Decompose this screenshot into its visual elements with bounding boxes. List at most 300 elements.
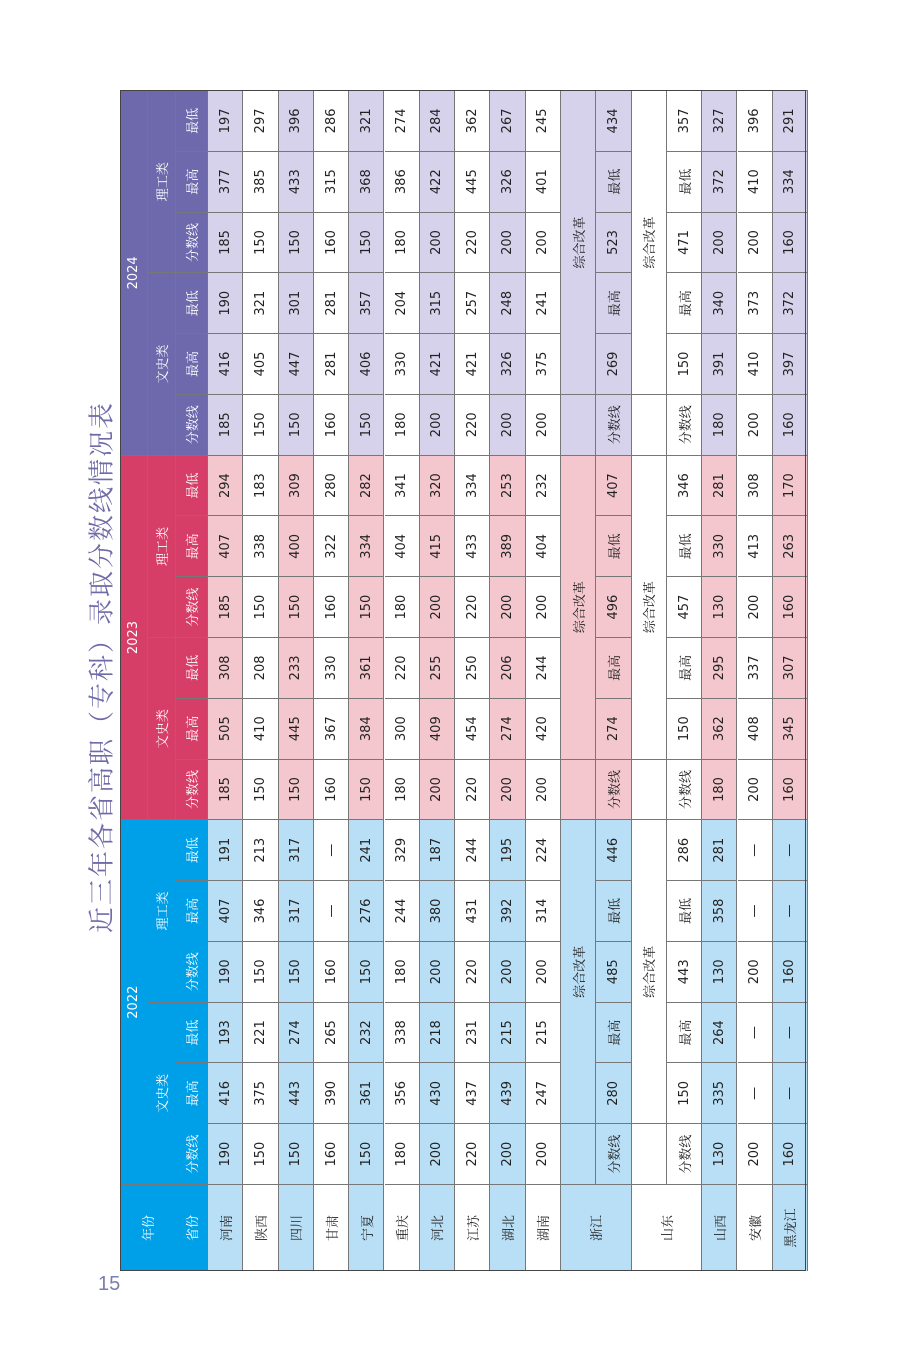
score-cell: 150 [667, 333, 702, 394]
score-cell: — [773, 1002, 808, 1063]
score-cell: 220 [455, 576, 490, 637]
score-cell: 160 [773, 941, 808, 1002]
province-cell: 湖南 [526, 1184, 561, 1271]
score-cell: 250 [455, 637, 490, 698]
score-cell: 358 [702, 880, 737, 941]
score-cell: 最高 [596, 637, 631, 698]
col-header: 最高 [176, 515, 208, 576]
score-cell: 346 [667, 455, 702, 516]
score-cell: 410 [243, 698, 278, 759]
province-cell: 浙江 [561, 1184, 632, 1271]
reform-label: 综合改革 [632, 90, 667, 394]
score-cell: 321 [349, 90, 384, 151]
year-2022: 2022 [120, 819, 148, 1184]
score-cell: 200 [490, 576, 525, 637]
score-cell: 415 [420, 515, 455, 576]
score-cell: 150 [349, 941, 384, 1002]
score-cell: 180 [385, 576, 420, 637]
score-cell: 443 [667, 941, 702, 1002]
province-cell: 陕西 [243, 1184, 278, 1271]
score-cell: 150 [349, 394, 384, 455]
score-cell: 180 [385, 759, 420, 820]
province-cell: 宁夏 [349, 1184, 384, 1271]
score-cell: 301 [279, 272, 314, 333]
score-cell: 265 [314, 1002, 349, 1063]
score-cell: 213 [243, 819, 278, 880]
score-cell: 314 [526, 880, 561, 941]
wen-header: 文史类 [148, 1002, 176, 1184]
score-cell: 373 [738, 272, 773, 333]
score-cell: 297 [243, 90, 278, 151]
score-cell: 150 [349, 759, 384, 820]
score-cell: 200 [738, 212, 773, 273]
score-cell: 185 [208, 576, 243, 637]
score-cell: 385 [243, 151, 278, 212]
score-cell: 357 [349, 272, 384, 333]
score-cell: 422 [420, 151, 455, 212]
score-cell: 最高 [596, 272, 631, 333]
score-cell: 357 [667, 90, 702, 151]
score-cell: 281 [702, 819, 737, 880]
score-cell: 221 [243, 1002, 278, 1063]
score-cell: 160 [314, 212, 349, 273]
score-cell: 368 [349, 151, 384, 212]
col-header: 分数线 [176, 576, 208, 637]
col-header: 最低 [176, 819, 208, 880]
score-cell: 分数线 [667, 759, 702, 820]
score-cell: 433 [279, 151, 314, 212]
blank-cell [632, 759, 667, 820]
col-header: 最高 [176, 698, 208, 759]
score-cell: 377 [208, 151, 243, 212]
score-cell: 200 [526, 759, 561, 820]
score-cell: 241 [349, 819, 384, 880]
year-2023: 2023 [120, 455, 148, 820]
score-cell: 392 [490, 880, 525, 941]
score-cell: 191 [208, 819, 243, 880]
score-cell: 346 [243, 880, 278, 941]
score-cell: 375 [243, 1062, 278, 1123]
score-cell: 384 [349, 698, 384, 759]
score-cell: 326 [490, 151, 525, 212]
score-cell: 276 [349, 880, 384, 941]
score-cell: 241 [526, 272, 561, 333]
score-cell: 最高 [667, 1002, 702, 1063]
score-cell: 300 [385, 698, 420, 759]
score-cell: 284 [420, 90, 455, 151]
score-cell: 180 [385, 394, 420, 455]
score-cell: 分数线 [667, 1123, 702, 1184]
score-cell: 375 [526, 333, 561, 394]
score-cell: 341 [385, 455, 420, 516]
score-cell: 356 [385, 1062, 420, 1123]
score-cell: 150 [349, 212, 384, 273]
score-cell: 180 [702, 394, 737, 455]
score-cell: 215 [526, 1002, 561, 1063]
score-cell: 150 [243, 1123, 278, 1184]
score-cell: 257 [455, 272, 490, 333]
score-cell: 206 [490, 637, 525, 698]
score-cell: 231 [455, 1002, 490, 1063]
score-cell: 200 [738, 759, 773, 820]
score-cell: 317 [279, 819, 314, 880]
score-cell: 282 [349, 455, 384, 516]
score-cell: 421 [420, 333, 455, 394]
score-table-rotated [120, 90, 806, 1271]
province-cell: 重庆 [385, 1184, 420, 1271]
score-cell: 200 [738, 394, 773, 455]
score-cell: 130 [702, 576, 737, 637]
score-cell: 244 [385, 880, 420, 941]
score-cell: 150 [349, 576, 384, 637]
score-cell: 308 [738, 455, 773, 516]
score-cell: 分数线 [596, 759, 631, 820]
score-cell: — [738, 880, 773, 941]
score-cell: 281 [702, 455, 737, 516]
score-cell: 200 [526, 1123, 561, 1184]
score-cell: 200 [738, 941, 773, 1002]
score-cell: 264 [702, 1002, 737, 1063]
col-header: 分数线 [176, 212, 208, 273]
year-2024: 2024 [120, 90, 148, 455]
score-cell: 420 [526, 698, 561, 759]
score-cell: 267 [490, 90, 525, 151]
score-cell: 396 [738, 90, 773, 151]
score-cell: 404 [385, 515, 420, 576]
score-cell: 160 [773, 394, 808, 455]
title-area [74, 0, 126, 1360]
page-number: 15 [98, 1273, 121, 1295]
province-header: 省份 [176, 1184, 208, 1271]
score-cell: 340 [702, 272, 737, 333]
score-cell: 409 [420, 698, 455, 759]
score-cell: 309 [279, 455, 314, 516]
score-cell: 457 [667, 576, 702, 637]
li-header: 理工类 [148, 455, 176, 637]
score-cell: 245 [526, 90, 561, 151]
score-cell: 523 [596, 212, 631, 273]
score-cell: 337 [738, 637, 773, 698]
score-cell: 160 [773, 759, 808, 820]
score-cell: 200 [738, 576, 773, 637]
score-cell: 410 [738, 333, 773, 394]
province-cell: 江苏 [455, 1184, 490, 1271]
score-cell: 最低 [667, 151, 702, 212]
score-cell: 367 [314, 698, 349, 759]
li-header: 理工类 [148, 90, 176, 272]
score-cell: 274 [596, 698, 631, 759]
col-header: 最高 [176, 1062, 208, 1123]
score-cell: 最低 [596, 151, 631, 212]
score-cell: 315 [314, 151, 349, 212]
score-cell: 320 [420, 455, 455, 516]
score-cell: 233 [279, 637, 314, 698]
score-cell: 334 [455, 455, 490, 516]
score-cell: 390 [314, 1062, 349, 1123]
score-cell: 431 [455, 880, 490, 941]
score-cell: 445 [455, 151, 490, 212]
score-cell: 372 [773, 272, 808, 333]
score-cell: 180 [385, 1123, 420, 1184]
score-cell: 200 [420, 212, 455, 273]
score-cell: 130 [702, 941, 737, 1002]
score-cell: 160 [314, 1123, 349, 1184]
col-header: 分数线 [176, 941, 208, 1002]
score-cell: 150 [243, 394, 278, 455]
score-cell: 247 [526, 1062, 561, 1123]
score-cell: 447 [279, 333, 314, 394]
score-cell: 最高 [667, 272, 702, 333]
score-cell: 397 [773, 333, 808, 394]
score-cell: 220 [455, 212, 490, 273]
score-cell: — [773, 880, 808, 941]
score-cell: — [773, 819, 808, 880]
score-cell: 185 [208, 759, 243, 820]
score-cell: 215 [490, 1002, 525, 1063]
province-cell: 河南 [208, 1184, 243, 1271]
score-cell: 220 [455, 1123, 490, 1184]
score-cell: 220 [385, 637, 420, 698]
score-cell: 200 [420, 941, 455, 1002]
score-cell: 280 [596, 1062, 631, 1123]
blank-cell [632, 394, 667, 455]
score-cell: 208 [243, 637, 278, 698]
col-header: 最低 [176, 455, 208, 516]
score-cell: 434 [596, 90, 631, 151]
score-cell: 150 [243, 759, 278, 820]
score-cell: 255 [420, 637, 455, 698]
score-cell: 334 [773, 151, 808, 212]
score-cell: 345 [773, 698, 808, 759]
score-cell: 327 [702, 90, 737, 151]
score-cell: 439 [490, 1062, 525, 1123]
score-cell: 200 [738, 1123, 773, 1184]
score-cell: 406 [349, 333, 384, 394]
score-cell: 280 [314, 455, 349, 516]
score-cell: 410 [738, 151, 773, 212]
score-cell: 160 [314, 759, 349, 820]
score-cell: 200 [420, 1123, 455, 1184]
col-header: 最高 [176, 151, 208, 212]
wen-header: 文史类 [148, 637, 176, 819]
score-cell: 150 [667, 698, 702, 759]
score-cell: 200 [702, 212, 737, 273]
score-cell: 361 [349, 637, 384, 698]
reform-label: 综合改革 [561, 90, 596, 394]
province-cell: 安徽 [738, 1184, 773, 1271]
score-cell: 最低 [596, 880, 631, 941]
score-cell: 197 [208, 90, 243, 151]
score-cell: 405 [243, 333, 278, 394]
score-cell: 220 [455, 759, 490, 820]
score-cell: 195 [490, 819, 525, 880]
col-header: 分数线 [176, 759, 208, 820]
score-cell: 274 [490, 698, 525, 759]
score-cell: 454 [455, 698, 490, 759]
score-cell: 190 [208, 941, 243, 1002]
score-cell: 200 [526, 941, 561, 1002]
score-cell: 分数线 [596, 1123, 631, 1184]
col-header: 最高 [176, 880, 208, 941]
score-cell: 244 [455, 819, 490, 880]
score-cell: 218 [420, 1002, 455, 1063]
score-cell: 160 [773, 1123, 808, 1184]
province-cell: 四川 [279, 1184, 314, 1271]
score-cell: 437 [455, 1062, 490, 1123]
score-cell: 150 [243, 212, 278, 273]
score-cell: — [773, 1062, 808, 1123]
province-cell: 黑龙江 [773, 1184, 808, 1271]
score-cell: 274 [279, 1002, 314, 1063]
reform-label: 综合改革 [561, 819, 596, 1123]
score-cell: 263 [773, 515, 808, 576]
score-cell: 407 [208, 880, 243, 941]
score-cell: 326 [490, 333, 525, 394]
score-cell: 407 [208, 515, 243, 576]
score-cell: 372 [702, 151, 737, 212]
blank-cell [561, 394, 596, 455]
score-cell: 505 [208, 698, 243, 759]
score-cell: 286 [667, 819, 702, 880]
score-cell: — [738, 819, 773, 880]
score-cell: 200 [526, 212, 561, 273]
score-cell: 321 [243, 272, 278, 333]
score-cell: 183 [243, 455, 278, 516]
score-cell: 200 [490, 212, 525, 273]
score-cell: 401 [526, 151, 561, 212]
score-cell: 185 [208, 212, 243, 273]
score-cell: 471 [667, 212, 702, 273]
score-cell: 130 [702, 1123, 737, 1184]
score-cell: 338 [385, 1002, 420, 1063]
col-header: 最低 [176, 1002, 208, 1063]
score-cell: 433 [455, 515, 490, 576]
score-cell: 150 [279, 212, 314, 273]
score-cell: — [314, 819, 349, 880]
score-cell: 322 [314, 515, 349, 576]
score-cell: 200 [420, 394, 455, 455]
score-cell: 224 [526, 819, 561, 880]
score-cell: 200 [420, 576, 455, 637]
score-cell: 160 [314, 576, 349, 637]
blank-cell [561, 759, 596, 820]
score-cell: 317 [279, 880, 314, 941]
score-cell: 180 [385, 941, 420, 1002]
li-header: 理工类 [148, 819, 176, 1001]
score-cell: 416 [208, 1062, 243, 1123]
col-header: 最低 [176, 637, 208, 698]
score-cell: 389 [490, 515, 525, 576]
score-cell: 150 [243, 941, 278, 1002]
province-cell: 甘肃 [314, 1184, 349, 1271]
score-cell: 232 [526, 455, 561, 516]
score-cell: 最低 [667, 880, 702, 941]
score-cell: 291 [773, 90, 808, 151]
score-cell: 430 [420, 1062, 455, 1123]
score-cell: 160 [314, 394, 349, 455]
score-cell: 150 [279, 941, 314, 1002]
score-cell: 232 [349, 1002, 384, 1063]
score-cell: 407 [596, 455, 631, 516]
score-cell: 244 [526, 637, 561, 698]
score-cell: 391 [702, 333, 737, 394]
col-header: 分数线 [176, 394, 208, 455]
score-cell: 404 [526, 515, 561, 576]
score-cell: 281 [314, 272, 349, 333]
score-cell: 185 [208, 394, 243, 455]
score-cell: 200 [526, 394, 561, 455]
year-header: 年份 [120, 1184, 176, 1271]
score-cell: 330 [385, 333, 420, 394]
score-cell: 361 [349, 1062, 384, 1123]
score-cell: 160 [773, 576, 808, 637]
score-cell: 338 [243, 515, 278, 576]
score-cell: 200 [420, 759, 455, 820]
score-cell: 400 [279, 515, 314, 576]
score-cell: 150 [279, 394, 314, 455]
score-cell: 193 [208, 1002, 243, 1063]
blank-cell [561, 1123, 596, 1184]
score-cell: 200 [490, 394, 525, 455]
score-cell: 分数线 [596, 394, 631, 455]
score-cell: 330 [702, 515, 737, 576]
score-cell: 最低 [667, 515, 702, 576]
reform-label: 综合改革 [561, 455, 596, 759]
score-cell: 396 [279, 90, 314, 151]
province-cell: 山东 [632, 1184, 703, 1271]
score-cell: 180 [702, 759, 737, 820]
score-cell: 150 [279, 576, 314, 637]
score-cell: 286 [314, 90, 349, 151]
score-cell: 分数线 [667, 394, 702, 455]
score-cell: 170 [773, 455, 808, 516]
score-cell: 160 [314, 941, 349, 1002]
col-header: 最高 [176, 333, 208, 394]
score-cell: — [738, 1002, 773, 1063]
score-cell: 445 [279, 698, 314, 759]
score-cell: 150 [279, 1123, 314, 1184]
score-table [120, 90, 806, 1271]
score-cell: 386 [385, 151, 420, 212]
score-cell: 204 [385, 272, 420, 333]
col-header: 最低 [176, 272, 208, 333]
score-cell: 307 [773, 637, 808, 698]
score-cell: 308 [208, 637, 243, 698]
score-cell: 200 [526, 576, 561, 637]
score-cell: 421 [455, 333, 490, 394]
score-cell: 200 [490, 941, 525, 1002]
score-cell: 330 [314, 637, 349, 698]
score-cell: 187 [420, 819, 455, 880]
score-cell: 408 [738, 698, 773, 759]
score-cell: — [738, 1062, 773, 1123]
score-cell: 最高 [596, 1002, 631, 1063]
score-cell: 269 [596, 333, 631, 394]
score-cell: 最低 [596, 515, 631, 576]
score-cell: 496 [596, 576, 631, 637]
province-cell: 山西 [702, 1184, 737, 1271]
score-cell: 413 [738, 515, 773, 576]
province-cell: 河北 [420, 1184, 455, 1271]
score-cell: 220 [455, 941, 490, 1002]
score-cell: 150 [243, 576, 278, 637]
score-cell: 150 [667, 1062, 702, 1123]
score-cell: 446 [596, 819, 631, 880]
page-title: 近三年各省高职（专科）录取分数线情况表 [87, 400, 118, 934]
score-cell: — [314, 880, 349, 941]
reform-label: 综合改革 [632, 455, 667, 759]
col-header: 分数线 [176, 1123, 208, 1184]
